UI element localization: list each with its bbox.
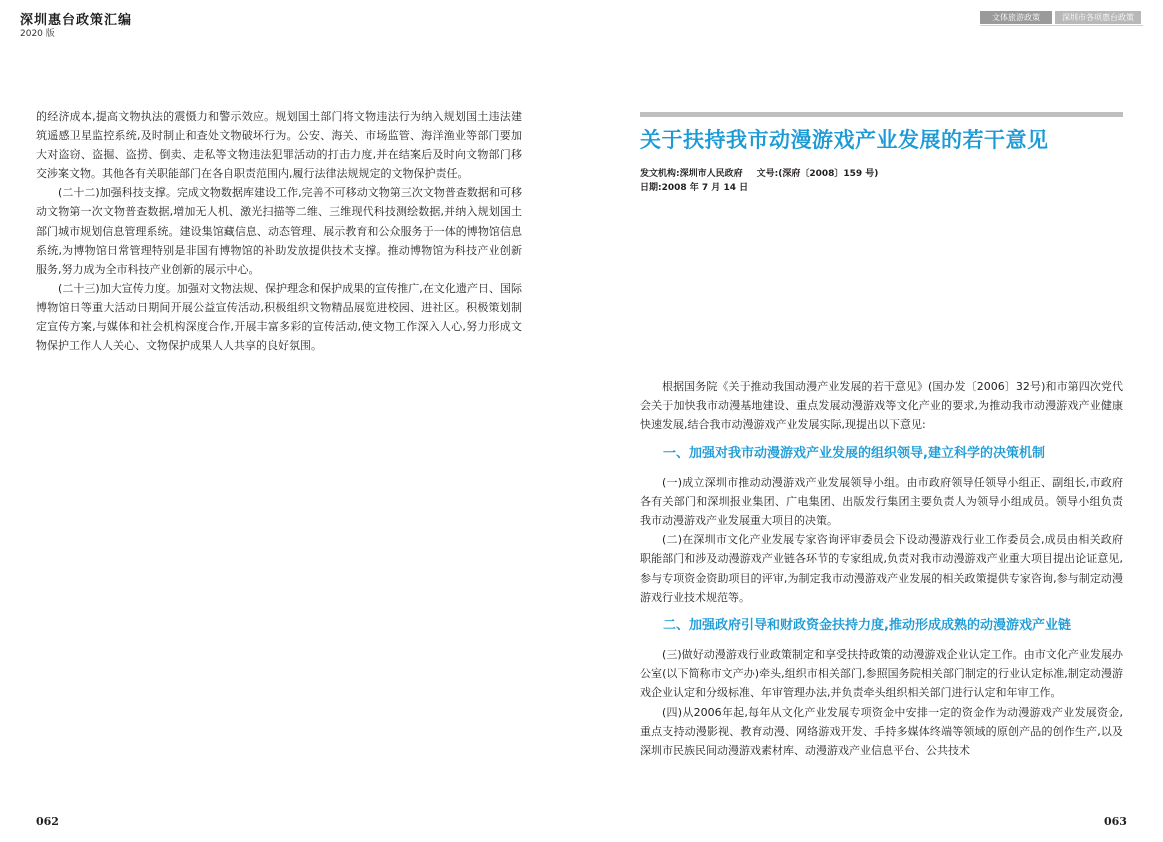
section2-paragraph: (三)做好动漫游戏行业政策制定和享受扶持政策的动漫游戏企业认定工作。由市文化产业发展办公室(以下简称市文产办)牵头,组织市相关部门,参照国务院相关部门制定的行业认定标准,制定动漫游戏企业认定和分级标准、年审管理办法,并负责牵头组织相关部门进行认定和年审工作。 <box>640 648 1123 700</box>
section-tab-category: 文体旅游政策 <box>980 11 1052 24</box>
issuer: 发文机构:深圳市人民政府 <box>640 169 743 179</box>
page-number-left: 062 <box>36 815 59 828</box>
right-page-body <box>640 377 1123 760</box>
section-tab-policies: 深圳市各项惠台政策 <box>1055 11 1141 24</box>
left-paragraph: 的经济成本,提高文物执法的震慑力和警示效应。规划国土部门将文物违法行为纳入规划国土违法建筑遥感卫星监控系统,及时制止和查处文物破坏行为。公安、海关、市场监管、海洋渔业等部门要加大对盗窃、盗掘、盗捞、倒卖、走私等文物违法犯罪活动的打击力度,并在结案后及时向文物部门移交涉案文物。其他各有关职能部门在各自职责范围内,履行法律法规规定的文物保护责任。 <box>36 110 522 181</box>
section2-paragraph: (四)从2006年起,每年从文化产业发展专项资金中安排一定的资金作为动漫游戏产业发展资金,重点支持动漫影视、教育动漫、网络游戏开发、手持多媒体终端等领域的原创产品的创作生产,以及深圳市民族民间动漫游戏素材库、动漫游戏产业信息平台、公共技术 <box>640 705 1123 758</box>
section1-paragraph: (一)成立深圳市推动动漫游戏产业发展领导小组。由市政府领导任领导小组正、副组长,市政府各有关部门和深圳报业集团、广电集团、出版发行集团主要负责人为领导小组成员。领导小组负责我市动漫游戏产业发展重大项目的决策。 <box>640 475 1123 528</box>
section-heading-1: 一、加强对我市动漫游戏产业发展的组织领导,建立科学的决策机制 <box>663 445 1045 461</box>
left-page-body <box>36 107 522 355</box>
header-divider <box>980 25 1143 26</box>
document-meta-line <box>640 166 878 179</box>
document-number: 文号:(深府〔2008〕159 号) <box>756 169 879 179</box>
left-paragraph: (二十三)加大宣传力度。加强对文物法规、保护理念和保护成果的宣传推广,在文化遗产日、国际博物馆日等重大活动日期间开展公益宣传活动,积极组织文物精品展览进校园、进社区。积极策划制定宣传方案,与媒体和社会机构深度合作,开展丰富多彩的宣传活动,使文物工作深入人心,努力形成文物保护工作人人关心、文物保护成果人人共享的良好氛围。 <box>36 281 522 353</box>
title-rule <box>640 112 1123 117</box>
section-heading-2: 二、加强政府引导和财政资金扶持力度,推动形成成熟的动漫游戏产业链 <box>663 618 1071 634</box>
intro-paragraph: 根据国务院《关于推动我国动漫产业发展的若干意见》(国办发〔2006〕32号)和市第四次党代会关于加快我市动漫基地建设、重点发展动漫游戏等文化产业的要求,为推动我市动漫游戏产业健康快速发展,结合我市动漫游戏产业发展实际,现提出以下意见: <box>640 380 1123 432</box>
document-date: 日期:2008 年 7 月 14 日 <box>640 183 749 193</box>
book-title: 深圳惠台政策汇编 <box>20 13 133 28</box>
book-edition-year: 2020 版 <box>20 29 55 39</box>
section1-paragraph: (二)在深圳市文化产业发展专家咨询评审委员会下设动漫游戏行业工作委员会,成员由相关政府职能部门和涉及动漫游戏产业链各环节的专家组成,负责对我市动漫游戏产业重大项目提出论证意见,参与专项资金资助项目的评审,为制定我市动漫游戏产业发展的相关政策提供专家咨询,参与制定动漫游戏行业技术规范等。 <box>640 533 1123 604</box>
page-number-right: 063 <box>1104 815 1127 828</box>
left-paragraph: (二十二)加强科技支撑。完成文物数据库建设工作,完善不可移动文物第三次文物普查数据和可移动文物第一次文物普查数据,增加无人机、激光扫描等二维、三维现代科技测绘数据,并纳入规划国土部门城市规划信息管理系统。建设集馆藏信息、动态管理、展示教育和公众服务于一体的博物馆信息系统,为博物馆日常管理特别是非国有博物馆的补助发放提供技术支撑。推动博物馆为科技产业创新服务,努力成为全市科技产业创新的展示中心。 <box>36 186 522 276</box>
document-title: 关于扶持我市动漫游戏产业发展的若干意见 <box>640 128 1049 152</box>
